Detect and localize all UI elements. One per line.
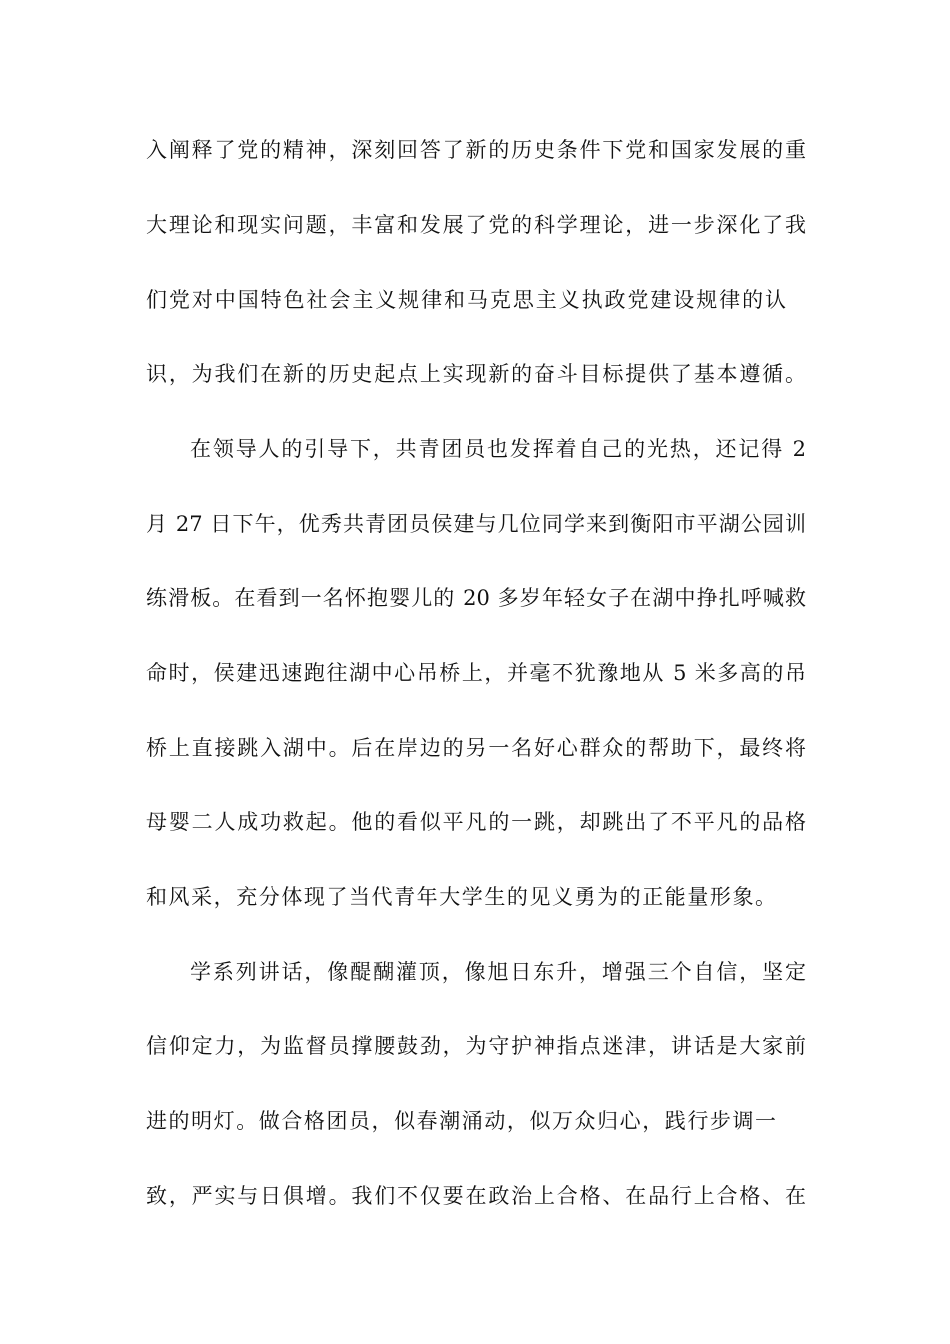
text-line: 母婴二人成功救起。他的看似平凡的一跳，却跳出了不平凡的品格 bbox=[146, 810, 806, 834]
text-line: 们党对中国特色社会主义规律和马克思主义执政党建设规律的认 bbox=[146, 288, 786, 312]
text-line: 命时，侯建迅速跑往湖中心吊桥上，并毫不犹豫地从 5 米多高的吊 bbox=[146, 661, 806, 685]
text-line: 信仰定力，为监督员撑腰鼓劲，为守护神指点迷津，讲话是大家前 bbox=[146, 1034, 806, 1058]
text-line: 入阐释了党的精神，深刻回答了新的历史条件下党和国家发展的重 bbox=[146, 138, 806, 162]
text-line: 月 27 日下午，优秀共青团员侯建与几位同学来到衡阳市平湖公园训 bbox=[146, 512, 806, 536]
paragraph-first-line: 在领导人的引导下，共青团员也发挥着自己的光热，还记得 2 bbox=[190, 437, 806, 461]
text-line: 桥上直接跳入湖中。后在岸边的另一名好心群众的帮助下，最终将 bbox=[146, 736, 806, 760]
text-line: 进的明灯。做合格团员，似春潮涌动，似万众归心，践行步调一 bbox=[146, 1109, 776, 1133]
text-line: 识，为我们在新的历史起点上实现新的奋斗目标提供了基本遵循。 bbox=[146, 362, 806, 386]
text-line: 致，严实与日俱增。我们不仅要在政治上合格、在品行上合格、在 bbox=[146, 1184, 806, 1208]
text-line: 和风采，充分体现了当代青年大学生的见义勇为的正能量形象。 bbox=[146, 885, 776, 909]
paragraph-first-line: 学系列讲话，像醍醐灌顶，像旭日东升，增强三个自信，坚定 bbox=[190, 960, 806, 984]
text-line: 大理论和现实问题，丰富和发展了党的科学理论，进一步深化了我 bbox=[146, 213, 806, 237]
text-line: 练滑板。在看到一名怀抱婴儿的 20 多岁年轻女子在湖中挣扎呼喊救 bbox=[146, 586, 806, 610]
